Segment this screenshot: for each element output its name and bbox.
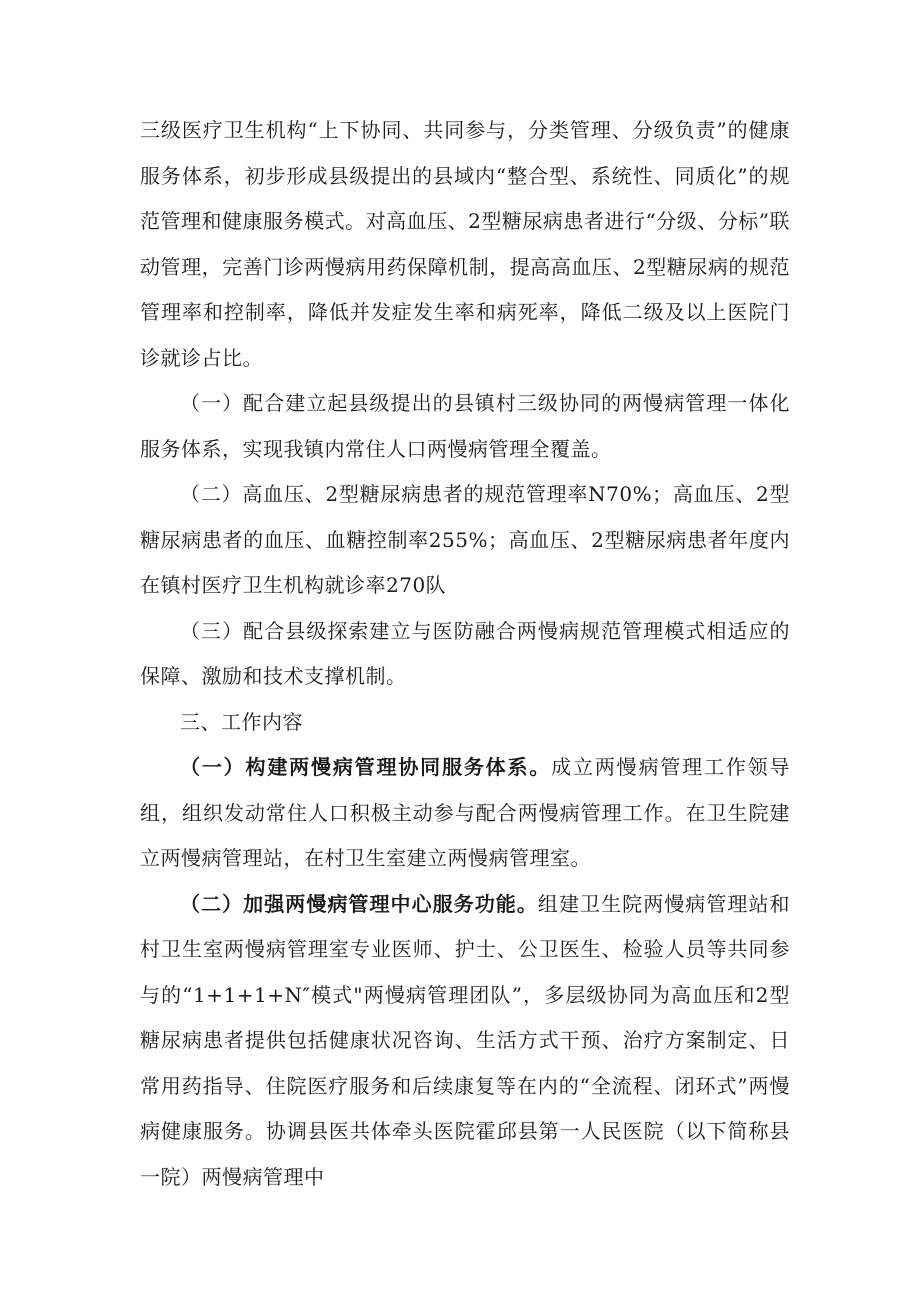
paragraph-work-2 bbox=[140, 882, 790, 1201]
paragraph-work-2-title: （二）加强两慢病管理中心服务功能。 bbox=[180, 891, 538, 916]
paragraph-goal-1: （一）配合建立起县级提出的县镇村三级协同的两慢病管理一体化服务体系，实现我镇内常住人口两慢病管理全覆盖。 bbox=[140, 391, 790, 461]
section-heading-work-content: 三、工作内容 bbox=[180, 709, 303, 734]
paragraph-work-1-body: 成立两慢病管理工作领导组，组织发动常住人口积极主动参与配合两慢病管理工作。在卫生院建立两慢病管理站，在村卫生室建立两慢病管理室。 bbox=[140, 755, 791, 870]
paragraph-work-1 bbox=[140, 745, 790, 882]
paragraph-work-2-body: 组建卫生院两慢病管理站和村卫生室两慢病管理室专业医师、护士、公卫医生、检验人员等共同参与的“1+1+1+N″模式"两慢病管理团队”，多层级协同为高血压和2型糖尿病患者提供包括健康状况咨询、生活方式干预、治疗方案制定、日常用药指导、住院医疗服务和后续康复等在内的“全流程、闭环式”两慢病健康服务。协调县医共体牵头医院霍邱县第一人民医院（以下简称县一院）两慢病管理中 bbox=[140, 891, 791, 1189]
paragraph-goal-2: （二）高血压、2型糖尿病患者的规范管理率N70%；高血压、2型糖尿病患者的血压、血糖控制率255%；高血压、2型糖尿病患者年度内在镇村医疗卫生机构就诊率270队 bbox=[140, 482, 790, 597]
paragraph-goals-intro: 三级医疗卫生机构“上下协同、共同参与，分类管理、分级负责”的健康服务体系，初步形成县级提出的县域内“整合型、系统性、同质化”的规范管理和健康服务模式。对高血压、2型糖尿病患者进行“分级、分标”联动管理，完善门诊两慢病用药保障机制，提高高血压、2型糖尿病的规范管理率和控制率，降低并发症发生率和病死率，降低二级及以上医院门诊就诊占比。 bbox=[140, 118, 790, 370]
paragraph-work-1-title: （一）构建两慢病管理协同服务体系。 bbox=[180, 755, 552, 779]
document-body bbox=[140, 108, 790, 1200]
paragraph-goal-3: （三）配合县级探索建立与医防融合两慢病规范管理模式相适应的保障、激励和技术支撑机制。 bbox=[140, 618, 790, 688]
